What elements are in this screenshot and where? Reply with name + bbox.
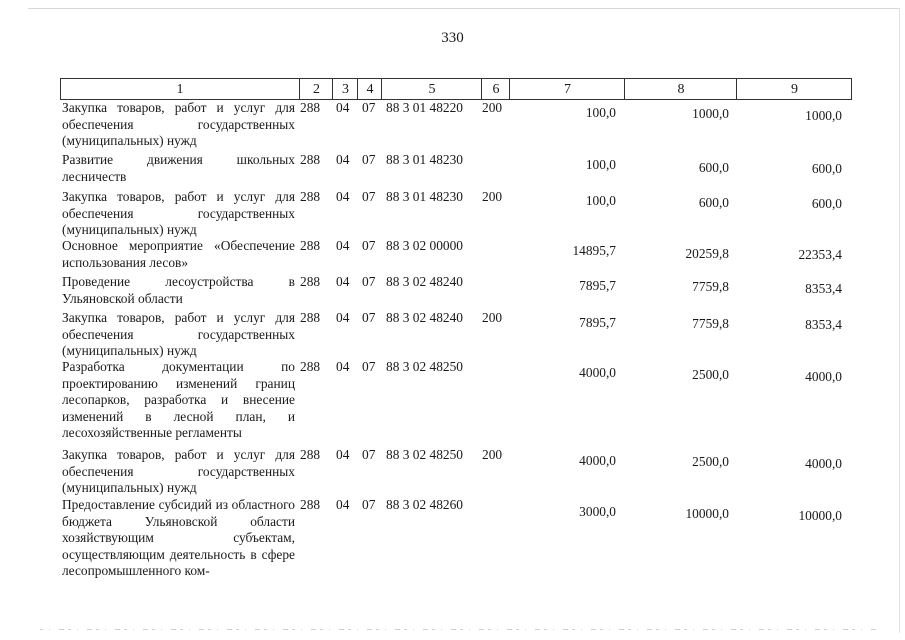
row-code-4: 07: [362, 100, 376, 115]
row-value-9: 4000,0: [805, 369, 842, 384]
row-code-3: 04: [336, 189, 350, 204]
row-code-3: 04: [336, 152, 350, 167]
row-code-4: 07: [362, 447, 376, 462]
row-code-5: 88 3 02 48260: [386, 497, 463, 512]
row-code-6: 200: [482, 310, 503, 325]
row-name: Закупка товаров, работ и услуг для обеспечения государственных (муниципальных) нужд: [62, 100, 295, 148]
row-code-4: 07: [362, 497, 376, 512]
row-value-7: 100,0: [585, 193, 616, 208]
row-value-8: 7759,8: [692, 279, 729, 294]
row-code-6: 200: [482, 189, 503, 204]
row-value-9: 8353,4: [805, 281, 842, 296]
row-name: Развитие движения школьных лесничеств: [62, 152, 295, 184]
header-col-8: 8: [624, 79, 737, 99]
row-value-7: 4000,0: [579, 365, 616, 380]
scan-edge-right: [899, 8, 900, 633]
row-value-8: 20259,8: [685, 246, 729, 261]
row-name: Предоставление субсидий из областного бюджета Ульяновской области хозяйствующим субъектам, осуществляющим деятельность в сфере лесопромышленного ком-: [62, 497, 295, 578]
table-header: [60, 78, 852, 100]
row-name: Закупка товаров, работ и услуг для обеспечения государственных (муниципальных) нужд: [62, 189, 295, 237]
row-value-9: 4000,0: [805, 456, 842, 471]
row-value-9: 10000,0: [798, 508, 842, 523]
row-code-6: 200: [482, 100, 503, 115]
row-value-7: 100,0: [585, 105, 616, 120]
row-code-4: 07: [362, 310, 376, 325]
row-value-9: 600,0: [811, 161, 842, 176]
scan-edge-top: [28, 8, 900, 9]
row-code-2: 288: [300, 152, 321, 167]
row-code-3: 04: [336, 310, 350, 325]
row-value-8: 600,0: [698, 160, 729, 175]
row-name: Основное мероприятие «Обеспечение использования лесов»: [62, 238, 295, 270]
header-col-5: 5: [381, 79, 482, 99]
row-code-2: 288: [300, 447, 321, 462]
row-value-8: 2500,0: [692, 367, 729, 382]
header-col-2: 2: [299, 79, 333, 99]
row-name: Закупка товаров, работ и услуг для обеспечения государственных (муниципальных) нужд: [62, 447, 295, 495]
row-code-4: 07: [362, 238, 376, 253]
row-code-3: 04: [336, 497, 350, 512]
row-code-4: 07: [362, 274, 376, 289]
header-col-3: 3: [332, 79, 358, 99]
row-code-3: 04: [336, 274, 350, 289]
header-col-6: 6: [481, 79, 510, 99]
header-col-7: 7: [509, 79, 625, 99]
row-code-2: 288: [300, 359, 321, 374]
header-col-9: 9: [736, 79, 852, 99]
row-name: Закупка товаров, работ и услуг для обеспечения государственных (муниципальных) нужд: [62, 310, 295, 358]
row-value-7: 7895,7: [579, 315, 616, 330]
row-value-7: 4000,0: [579, 453, 616, 468]
row-value-7: 3000,0: [579, 504, 616, 519]
row-code-5: 88 3 01 48230: [386, 152, 463, 167]
row-name: Проведение лесоустройства в Ульяновской области: [62, 274, 295, 306]
row-code-5: 88 3 02 48240: [386, 310, 463, 325]
row-code-5: 88 3 02 00000: [386, 238, 463, 253]
scan-noise: [40, 628, 880, 631]
row-value-8: 2500,0: [692, 454, 729, 469]
row-code-4: 07: [362, 359, 376, 374]
row-value-7: 14895,7: [572, 243, 616, 258]
header-col-1: 1: [176, 82, 184, 97]
row-value-9: 1000,0: [805, 108, 842, 123]
row-code-2: 288: [300, 189, 321, 204]
row-code-3: 04: [336, 238, 350, 253]
row-code-3: 04: [336, 100, 350, 115]
row-code-5: 88 3 01 48230: [386, 189, 463, 204]
row-value-7: 100,0: [585, 157, 616, 172]
row-code-2: 288: [300, 100, 321, 115]
row-value-8: 10000,0: [685, 506, 729, 521]
page-number: 330: [441, 30, 464, 46]
row-code-5: 88 3 02 48250: [386, 447, 463, 462]
row-code-3: 04: [336, 359, 350, 374]
row-value-9: 8353,4: [805, 317, 842, 332]
row-code-4: 07: [362, 152, 376, 167]
row-code-5: 88 3 02 48240: [386, 274, 463, 289]
row-code-4: 07: [362, 189, 376, 204]
row-code-2: 288: [300, 310, 321, 325]
row-value-7: 7895,7: [579, 278, 616, 293]
row-value-8: 7759,8: [692, 316, 729, 331]
row-value-9: 22353,4: [798, 247, 842, 262]
header-col-4: 4: [357, 79, 382, 99]
row-name: Разработка документации по проектированию изменений границ лесопарков, разработка и внесение изменений в лесной план, и лесохозяйственные регламенты: [62, 359, 295, 440]
row-code-2: 288: [300, 238, 321, 253]
row-code-5: 88 3 01 48220: [386, 100, 463, 115]
row-value-8: 1000,0: [692, 106, 729, 121]
row-code-2: 288: [300, 274, 321, 289]
row-value-8: 600,0: [698, 195, 729, 210]
row-code-3: 04: [336, 447, 350, 462]
row-code-5: 88 3 02 48250: [386, 359, 463, 374]
row-code-2: 288: [300, 497, 321, 512]
row-code-6: 200: [482, 447, 503, 462]
row-value-9: 600,0: [811, 196, 842, 211]
